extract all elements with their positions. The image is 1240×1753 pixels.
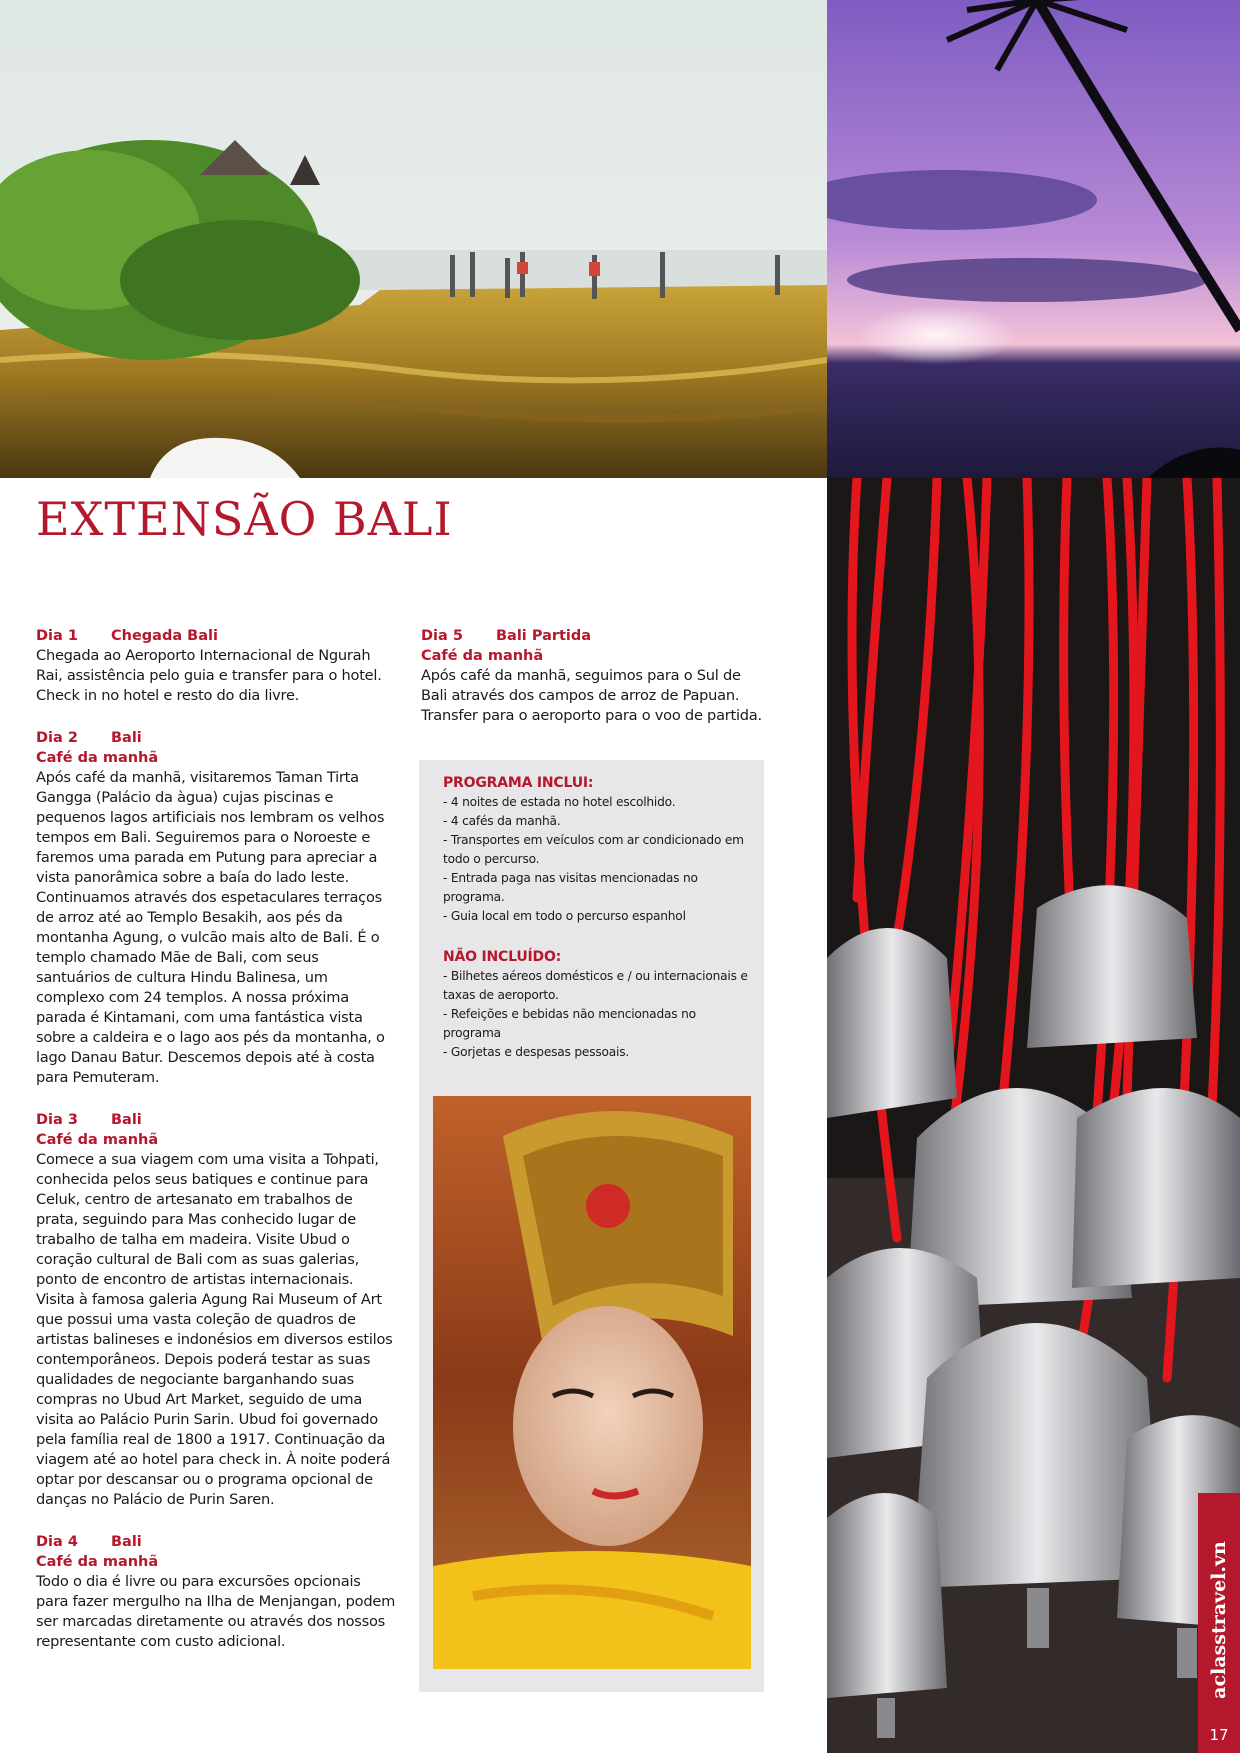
day-description: Comece a sua viagem com uma visita a Tohpati, conhecida pelos seus batiques e continue para Celuk, centro de artesanato em trabalhos de prata, seguindo para Mas conhecido lugar de trabalho de talha em madeira. Visite Ubud o coração cultural de Bali com as suas galerias, ponto de encontro de artistas internacionais. Visita à famosa galeria Agung Rai Museum of Art que possui uma vasta coleção de quadros de artistas balineses e indonésios em diversos estilos contemporâneos. Depois poderá testar as suas qualidades de negociante barganhando suas compras no Ubud Art Market, seguido de uma visita ao Palácio Purin Sarin. Ubud foi governado pela família real de 1800 a 1917. Continuação da viagem até ao hotel para check in. À noite poderá optar por descansar ou o programa opcional de danças no Palácio de Purin Saren.	[36, 1151, 393, 1508]
day-meal: Café da manhã	[36, 1554, 159, 1570]
list-item: - Transportes em veículos com ar condicionado em todo o percurso.	[443, 833, 744, 866]
day-meal: Café da manhã	[36, 1132, 159, 1148]
day-title: Bali	[111, 1112, 142, 1128]
day-description: Todo o dia é livre ou para excursões opcionais para fazer mergulho na Ilha de Menjangan, podem ser marcadas diretamente ou através dos nossos representante com custo adicional.	[36, 1573, 396, 1650]
day-number: Dia 2	[36, 730, 78, 746]
day-heading	[36, 1532, 396, 1552]
day-description: Chegada ao Aeroporto Internacional de Ngurah Rai, assistência pelo guia e transfer para o hotel. Check in no hotel e resto do dia livre.	[36, 647, 382, 704]
page-title: EXTENSÃO BALI	[36, 492, 453, 546]
day-heading	[36, 626, 396, 646]
excludes-heading: NÃO INCLUÍDO:	[443, 949, 562, 965]
day-heading	[36, 728, 396, 748]
itinerary-left-column	[36, 626, 396, 1674]
list-item: - 4 cafés da manhã.	[443, 814, 561, 828]
includes-list	[443, 793, 748, 926]
includes-heading: PROGRAMA INCLUI:	[443, 775, 594, 791]
day-2	[36, 728, 396, 1088]
day-number: Dia 1	[36, 628, 78, 644]
day-1	[36, 626, 396, 706]
photo-bells-red-ropes	[827, 478, 1240, 1753]
day-4	[36, 1532, 396, 1652]
list-item: - Bilhetes aéreos domésticos e / ou internacionais e taxas de aeroporto.	[443, 969, 748, 1002]
day-number: Dia 4	[36, 1534, 78, 1550]
day-title: Bali Partida	[496, 628, 592, 644]
day-5	[421, 626, 766, 726]
list-item: - Gorjetas e despesas pessoais.	[443, 1045, 630, 1059]
itinerary-right-column	[421, 626, 766, 748]
list-item: - 4 noites de estada no hotel escolhido.	[443, 795, 676, 809]
photo-palm-sunset	[827, 0, 1240, 478]
photo-balinese-dancer	[433, 1096, 751, 1669]
list-item: - Refeições e bebidas não mencionadas no programa	[443, 1007, 696, 1040]
day-number: Dia 5	[421, 628, 463, 644]
day-title: Chegada Bali	[111, 628, 218, 644]
day-meal: Café da manhã	[36, 750, 159, 766]
day-title: Bali	[111, 730, 142, 746]
day-3	[36, 1110, 396, 1510]
day-description: Após café da manhã, seguimos para o Sul de Bali através dos campos de arroz de Papuan. Transfer para o aeroporto para o voo de partida.	[421, 667, 762, 724]
list-item: - Guia local em todo o percurso espanhol	[443, 909, 686, 923]
page-number: 17	[1209, 1726, 1229, 1744]
day-description: Após café da manhã, visitaremos Taman Tirta Gangga (Palácio da àgua) cujas piscinas e pequenos lagos artificiais nos lembram os velhos tempos em Bali. Seguiremos para o Noroeste e faremos uma parada em Putung para apreciar a vista panorâmica sobre a baía do lado leste. Continuamos através dos espetaculares terraços de arroz até ao Templo Besakih, aos pés da montanha Agung, o vulcão mais alto de Bali. É o templo chamado Mãe de Bali, com seus santuários de cultura Hindu Balinesa, um complexo com 24 templos. A nossa próxima parada é Kintamani, com uma fantástica vista sobre a caldeira e o lago aos pés da montanha, o lago Danau Batur. Descemos depois até à costa para Pemuteram.	[36, 769, 385, 1086]
photo-temple-cliff	[0, 0, 827, 478]
list-item: - Entrada paga nas visitas mencionadas no programa.	[443, 871, 698, 904]
day-heading	[36, 1110, 396, 1130]
day-meal: Café da manhã	[421, 648, 544, 664]
brand-website: aclasstravel.vn	[1208, 1541, 1230, 1699]
day-heading	[421, 626, 766, 646]
day-number: Dia 3	[36, 1112, 78, 1128]
day-title: Bali	[111, 1534, 142, 1550]
excludes-list	[443, 967, 748, 1062]
